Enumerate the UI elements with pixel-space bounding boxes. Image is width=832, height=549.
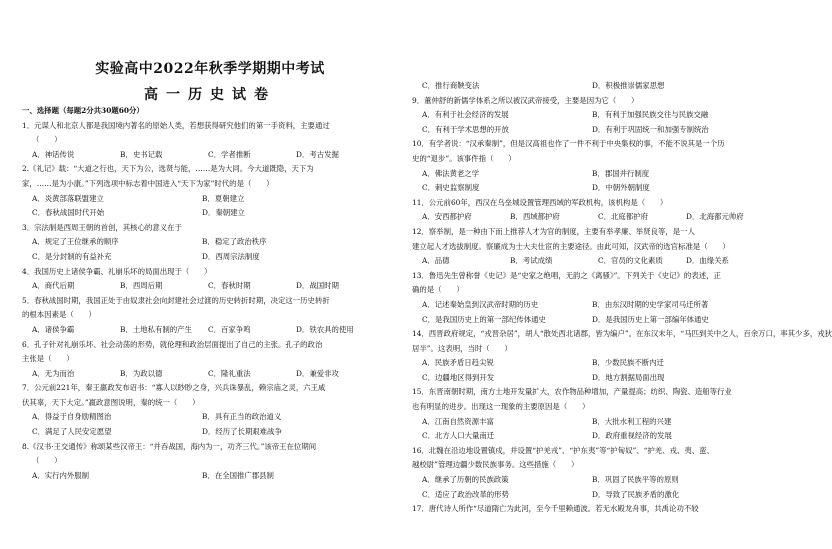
- answer-option: D．经历了长期艰难战争: [202, 427, 282, 437]
- option-row: [412, 429, 784, 444]
- question-text: 13．鲁迅先生曾称誉《史记》是“史家之绝唱，无韵之《离骚》”。下列关于《史记》的表述，正: [412, 270, 721, 280]
- question-text: 8.《汉书·王交通传》称颂某些汉帝王：“并吞战国，海内为一，功齐三代。”该帝王在位期间: [22, 441, 317, 451]
- question-text: 的根本因素是（ ）: [22, 310, 96, 320]
- answer-option: A．诸侯争霸: [32, 324, 75, 334]
- answer-option: B．大批水利工程的兴建: [592, 416, 672, 426]
- answer-option: D．有利于巩固统一和加强专制统治: [592, 124, 709, 134]
- answer-option: C．北方人口大量南迁: [422, 431, 495, 441]
- section-heading: 一、选择题（每题2分共30题60分）: [22, 106, 144, 115]
- question-text: 7．公元前221年，秦王嬴政发布诏书：“寡人以眇眇之身，兴兵诛暴乱，赖宗庙之灵，六王咸: [22, 383, 326, 393]
- answer-option: D．战国时期: [296, 281, 339, 291]
- answer-option: B．在全国推广郡县制: [202, 470, 274, 480]
- question-text: 5．春秋战国时期，我国正处于由奴隶社会向封建社会过渡的历史转折时期，决定这一历史转折: [22, 295, 330, 305]
- answer-option: A．炎黄部落联盟建立: [32, 193, 104, 203]
- answer-option: C．学者推断: [208, 149, 251, 159]
- answer-option: C．是我国历史上的第一部纪传体通史: [422, 314, 546, 324]
- answer-option: B．西域都护府: [510, 212, 560, 222]
- option-row: [412, 210, 784, 225]
- answer-option: A．品德: [422, 256, 450, 266]
- answer-option: A．实行内外服制: [32, 470, 90, 480]
- option-row: [22, 425, 398, 440]
- option-row: [412, 313, 784, 328]
- option-row: [22, 279, 398, 294]
- option-row: [22, 250, 398, 265]
- answer-option: B．土地私有制的产生: [120, 324, 192, 334]
- answer-bracket: （ ）: [32, 456, 62, 466]
- answer-option: B．郡国并行制度: [592, 168, 650, 178]
- answer-option: D．考古发掘: [296, 149, 339, 159]
- answer-option: A．江南自然资源丰富: [422, 416, 494, 426]
- answer-option: D．西周宗法制度: [202, 251, 260, 261]
- answer-option: A．继承了历朝的民族政策: [422, 475, 509, 485]
- answer-option: B．史书记载: [120, 149, 163, 159]
- question-text: 12．察举制，是一种由下而上推荐人才为官的制度，主要有举孝廉、举贤良等，是一人: [412, 226, 695, 236]
- question-text: 9．董仲舒的新儒学体系之所以被汉武帝接受，主要是因为它（ ）: [412, 95, 639, 105]
- answer-option: D．中朝外朝制度: [592, 183, 650, 193]
- answer-option: B．有利于加强民族交往与民族交融: [592, 110, 709, 120]
- answer-option: C．隆礼重法: [208, 368, 251, 378]
- question-text: 建立起人才选拔制度。察廉成为士大夫仕宦的主要途径。由此可知，汉武帝的选官标准是（ ）: [412, 241, 730, 251]
- option-row: [412, 167, 784, 182]
- exam-subtitle: 高一历史试卷: [144, 87, 276, 103]
- answer-option: B．为政以德: [120, 368, 163, 378]
- option-row: [22, 323, 398, 338]
- question-text: 家，……是为小康。”下列选项中标志着中国进入“天下为家”时代的是（ ）: [22, 178, 274, 188]
- answer-option: D．兼爱非攻: [296, 368, 339, 378]
- question-text: 确的是（ ）: [412, 285, 464, 295]
- answer-option: D．积极推崇儒家思想: [592, 81, 665, 90]
- answer-option: D．政府重视经济的发展: [592, 431, 672, 441]
- question-text: 居半”。这表明，当时（ ）: [412, 343, 512, 353]
- question-text: 伏其辜，天下大定。”嬴政意图说明，秦的统一（ ）: [22, 397, 200, 407]
- option-row: [412, 123, 784, 138]
- answer-option: C．北庭都护府: [598, 212, 648, 222]
- answer-option: D．是我国历史上第一部编年体通史: [592, 314, 709, 324]
- answer-option: B．少数民族不断内迁: [592, 358, 664, 368]
- answer-option: C．春秋时期: [208, 281, 251, 291]
- answer-option: A．记述秦始皇到汉武帝时期的历史: [422, 299, 539, 309]
- answer-option: A．佛法黄老之学: [422, 168, 480, 178]
- answer-option: B．西周后期: [120, 281, 163, 291]
- answer-option: A．民族矛盾日趋尖锐: [422, 358, 494, 368]
- answer-option: C．春秋战国时代开始: [32, 208, 105, 218]
- option-row: [22, 192, 398, 207]
- answer-option: D．地方割据局面出现: [592, 372, 665, 382]
- question-text: 也有明显的进步。出现这一现象的主要原因是（ ）: [412, 402, 590, 412]
- option-row: [22, 469, 398, 484]
- question-text: 越校尉”管理边疆少数民族事务。这些措施（ ）: [412, 460, 579, 470]
- question-text: 16．北魏在沿边地设置镇戍，并设置“护羌戎”、“护东夷”等“护匈奴”、“护羌、戎、夷、蛮、: [412, 445, 714, 455]
- answer-option: A．商代后期: [32, 281, 75, 291]
- option-row: [412, 356, 784, 371]
- question-text: 17．唐代诗人所作“尽道隋亡为此河，至今千里赖通波。若无水殿龙舟事，共禹论功不较: [412, 504, 699, 514]
- answer-option: C．百家争鸣: [208, 324, 251, 334]
- question-text: 1．元谋人和北京人都是我国境内著名的原始人类，若想获得研究他们的第一手资料，主要通过: [22, 120, 330, 130]
- option-row: [22, 410, 398, 425]
- question-text: 史的“退步”。该事件指（ ）: [412, 153, 516, 163]
- option-row: [412, 371, 784, 386]
- option-row: [22, 367, 398, 382]
- answer-option: C．边疆地区得到开发: [422, 372, 495, 382]
- answer-option: D．血缘关系: [686, 256, 729, 266]
- answer-option: A．规定了王位继承的顺序: [32, 237, 119, 247]
- question-text: 主张是（ ）: [22, 354, 74, 364]
- question-text: 3．宗法制是西周王朝的首创，其核心的意义在于: [22, 222, 182, 232]
- question-text: 14．西晋政府规定，“戎晋杂居”，胡人“散处西北诸郡，皆为编户”。在东汉末年，“马匹到关中之人，百余万口，率其少多，戎狄: [412, 329, 832, 339]
- option-row: [22, 235, 398, 250]
- question-text: 11．公元前60年，西汉在乌垒城设置管理西域的军政机构，该机构是（ ）: [412, 197, 668, 207]
- question-text: 10．有学者说：“汉承秦制”，但是汉高祖也作了一件不利于中央集权的事，不能不说其是一个历: [412, 139, 725, 149]
- answer-option: D．铁农具的使用: [296, 324, 354, 334]
- question-text: 4．我国历史上诸侯争霸、礼崩乐坏的局面出现于（ ）: [22, 266, 212, 276]
- question-text: 2.《礼记》载：“大道之行也，天下为公，选贤与能，……是为大同。今大道既隐，天下为: [22, 164, 314, 174]
- answer-option: C．适应了政治改革的形势: [422, 489, 509, 499]
- answer-option: C．刺史监察制度: [422, 183, 480, 193]
- exam-title: 实验高中2022年秋季学期期中考试: [95, 61, 325, 77]
- option-row: [412, 254, 784, 269]
- option-row: [412, 181, 784, 196]
- answer-option: D．北海都元帅府: [686, 212, 744, 222]
- right-question-list: [412, 79, 832, 517]
- answer-bracket: （ ）: [32, 135, 62, 145]
- option-row: [412, 108, 784, 123]
- answer-option: B．具有正当的政治道义: [202, 412, 282, 422]
- answer-option: A．得益于自身励精图治: [32, 412, 112, 422]
- answer-option: D．秦朝建立: [202, 208, 245, 218]
- answer-option: B．考试成绩: [510, 256, 553, 266]
- answer-option: C．官员的文化素质: [598, 256, 663, 266]
- answer-option: A．神话传说: [32, 149, 75, 159]
- answer-option: A．无为而治: [32, 368, 75, 378]
- option-row: [412, 488, 784, 503]
- question-text: 6．孔子针对礼崩乐坏、社会动荡的形势，就伦理和政治层面提出了自己的主张。孔子的政治: [22, 339, 323, 349]
- answer-option: C．推行商鞅变法: [422, 81, 480, 90]
- option-row: [22, 206, 398, 221]
- answer-option: B．稳定了政治秩序: [202, 237, 267, 247]
- left-question-list: [22, 104, 398, 483]
- answer-option: B．夏朝建立: [202, 193, 245, 203]
- answer-option: B．巩固了民族平等的原则: [592, 475, 679, 485]
- option-row: [412, 473, 784, 488]
- option-row: [412, 79, 784, 94]
- answer-option: A．安西都护府: [422, 212, 472, 222]
- option-row: [412, 415, 784, 430]
- option-row: [412, 298, 784, 313]
- answer-option: D．导致了民族矛盾的激化: [592, 489, 680, 499]
- answer-option: C．有利于学术思想的开放: [422, 124, 509, 134]
- question-text: 15．东晋南朝时期，南方土地开发量扩大，农作物品种增加，产量提高；纺织、陶瓷、造船等行业: [412, 387, 732, 397]
- answer-option: B．由东汉时期的史学家司马迁所著: [592, 299, 709, 309]
- answer-option: C．满足了人民安定愿望: [32, 427, 112, 437]
- answer-option: C．是分封制的有益补充: [32, 251, 112, 261]
- answer-option: A．有利于社会经济的发展: [422, 110, 509, 120]
- option-row: [22, 148, 398, 163]
